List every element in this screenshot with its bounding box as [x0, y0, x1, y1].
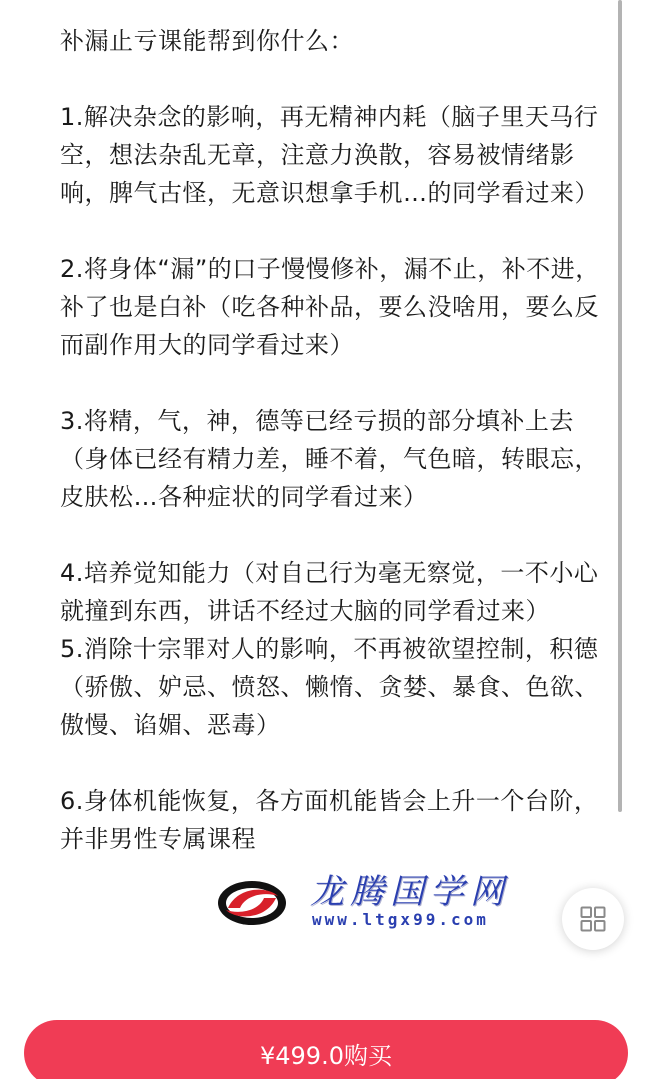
paragraph-gap [60, 364, 600, 402]
benefit-item-5: 5.消除十宗罪对人的影响，不再被欲望控制，积德（骄傲、妒忌、愤怒、懒惰、贪婪、暴食、色欲、傲慢、谄媚、恶毒） [60, 635, 599, 739]
grid-icon [580, 906, 606, 932]
buy-button-label: ¥499.0购买 [260, 1042, 392, 1070]
grid-menu-button[interactable] [562, 888, 624, 950]
paragraph-gap [60, 744, 600, 782]
benefit-item-4: 4.培养觉知能力（对自己行为毫无察觉，一不小心就撞到东西，讲话不经过大脑的同学看过来） [60, 559, 599, 625]
watermark-name: 龙腾国学网 [310, 872, 510, 912]
benefit-item-2: 2.将身体“漏”的口子慢慢修补，漏不止，补不进，补了也是白补（吃各种补品，要么没啥用，要么反而副作用大的同学看过来） [60, 255, 600, 359]
section-heading: 补漏止亏课能帮到你什么： [60, 27, 354, 55]
watermark-logo-icon [216, 878, 288, 928]
paragraph-gap [60, 212, 600, 250]
benefit-item-6: 6.身体机能恢复，各方面机能皆会上升一个台阶，并非男性专属课程 [60, 787, 599, 853]
watermark-url: www.ltgx99.com [312, 910, 489, 929]
watermark [216, 872, 556, 934]
benefit-item-3: 3.将精，气，神，德等已经亏损的部分填补上去（身体已经有精力差，睡不着，气色暗，转眼忘，皮肤松…各种症状的同学看过来） [60, 407, 599, 511]
paragraph-gap [60, 516, 600, 554]
buy-button[interactable] [24, 1020, 628, 1079]
course-description [60, 22, 600, 858]
benefit-item-1: 1.解决杂念的影响，再无精神内耗（脑子里天马行空，想法杂乱无章，注意力涣散，容易被情绪影响，脾气古怪，无意识想拿手机…的同学看过来） [60, 103, 599, 207]
scrollbar[interactable] [618, 0, 622, 812]
